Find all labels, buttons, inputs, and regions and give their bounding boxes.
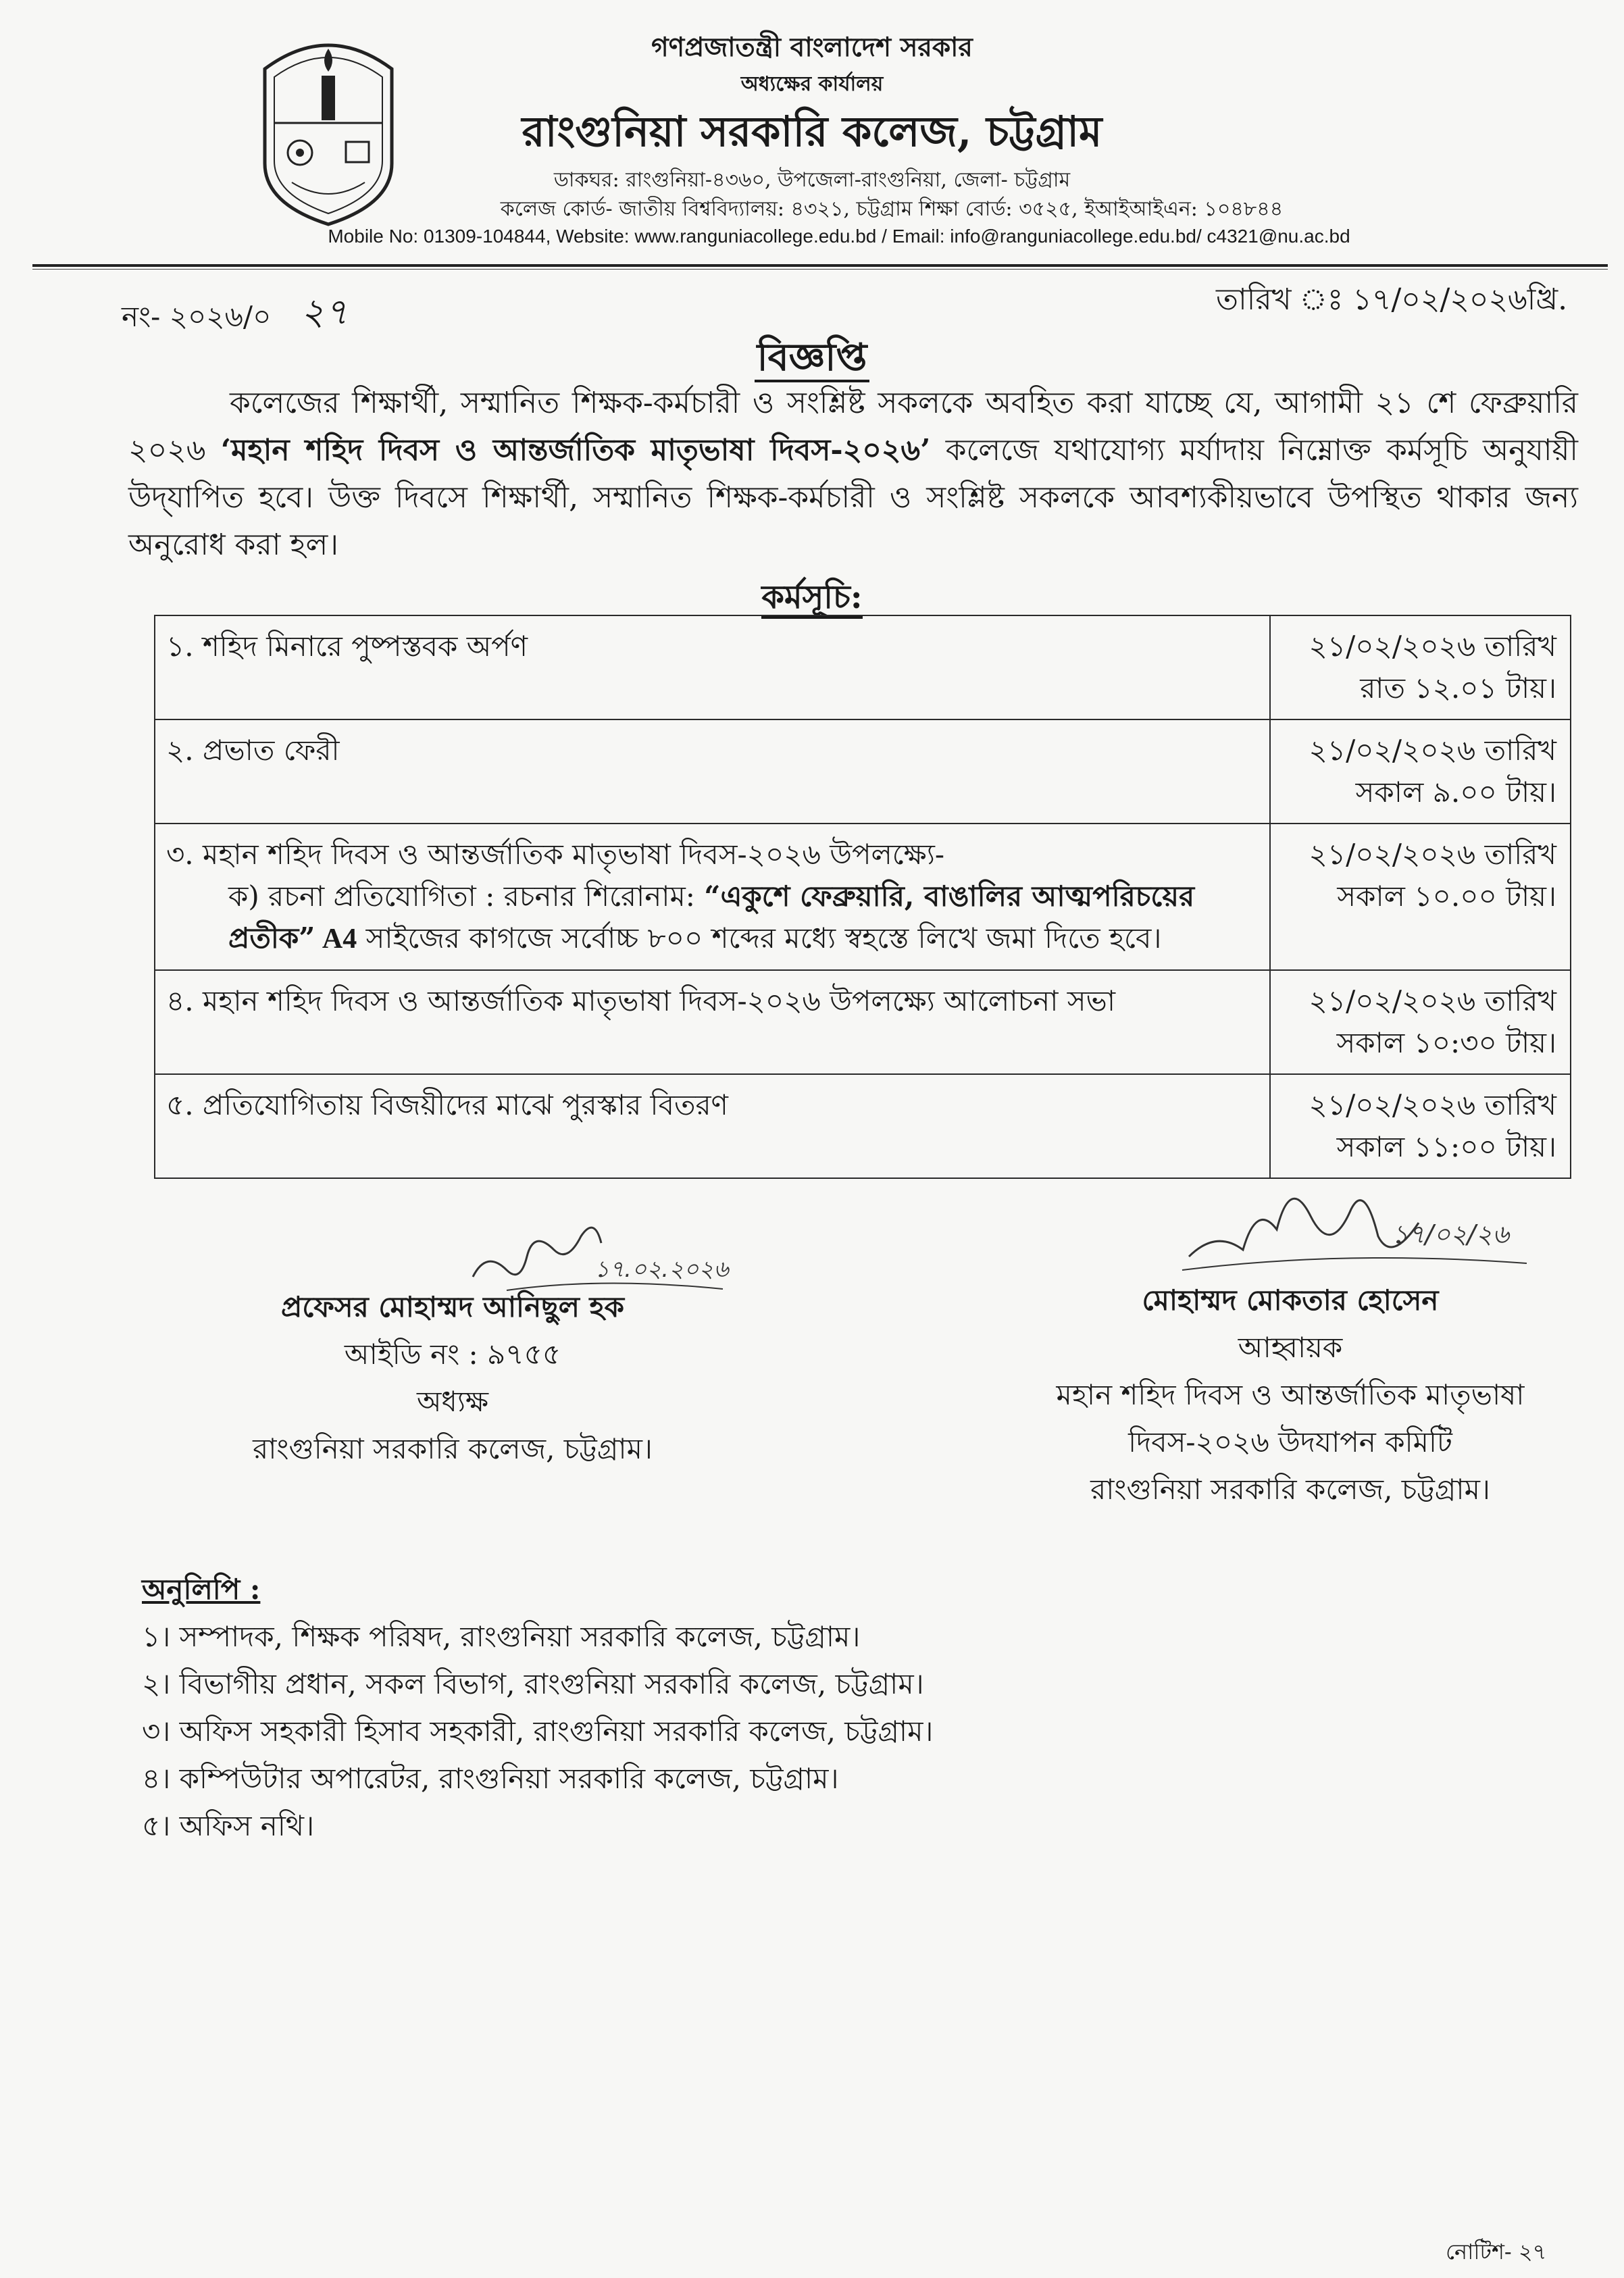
memo-ref-label: নং- ২০২৬/০	[122, 300, 272, 333]
header-divider	[32, 264, 1608, 267]
convener-name: মোহাম্মদ মোকতার হোসেন	[1142, 1284, 1439, 1317]
convener-signature-date: ১৭/০২/২৬	[1392, 1219, 1509, 1249]
principal-block	[162, 1284, 743, 1473]
notice-body	[128, 380, 1578, 569]
notice-body-part2: কলেজে যথাযোগ্য মর্যাদায় নিম্নোক্ত কর্মসূচি অনুযায়ী উদ্‌যাপিত হবে। উক্ত দিবসে শিক্ষার্থী, সম্মানিত শিক্ষক-কর্মচারী ও সংশ্লিষ্ট সকলকে আবশ্যকীয়ভাবে উপস্থিত থাকার জন্য অনুরোধ করা হল।	[128, 433, 1579, 562]
convener-signature-icon	[1175, 1162, 1554, 1284]
convener-block	[1027, 1277, 1554, 1513]
office-heading: অধ্যক্ষের কার্যালয়	[740, 72, 884, 96]
program-date: ২১/০২/২০২৬ তারিখ	[1309, 1088, 1556, 1121]
program-item: ৪. মহান শহিদ দিবস ও আন্তর্জাতিক মাতৃভাষা দিবস-২০২৬ উপলক্ষ্যে আলোচনা সভা	[155, 970, 1270, 1074]
college-contact: Mobile No: 01309-104844, Website: www.ranguniacollege.edu.bd / Email: info@ranguniacollege.edu.bd/ c4321@nu.ac.bd	[328, 226, 1350, 247]
notice-body-part1: কলেজের শিক্ষার্থী, সম্মানিত শিক্ষক-কর্মচারী ও সংশ্লিষ্ট সকলকে অবহিত করা যাচ্ছে যে, আগামী ২১ শে ফেব্রুয়ারি ২০২৬	[128, 386, 1578, 467]
program-schedule	[1270, 824, 1571, 970]
copies-item: ৩। অফিস সহকারী হিসাব সহকারী, রাংগুনিয়া সরকারি কলেজ, চট্টগ্রাম।	[142, 1715, 934, 1748]
program-date: ২১/০২/২০২৬ তারিখ	[1309, 734, 1556, 767]
program-schedule	[1270, 970, 1571, 1074]
program-schedule	[1270, 719, 1571, 824]
copies-item: ৫। অফিস নথি।	[142, 1809, 315, 1842]
program-schedule	[1270, 615, 1571, 719]
program-item: ২. প্রভাত ফেরী	[155, 719, 1270, 824]
memo-date: তারিখ ঃ ১৭/০২/২০২৬খ্রি.	[1216, 282, 1568, 317]
essay-title: “একুশে ফেব্রুয়ারি, বাঙালির আত্মপরিচয়ের প্রতীক”	[228, 880, 1195, 955]
program-date: ২১/০২/২০২৬ তারিখ	[1309, 838, 1556, 871]
notice-body-occasion: ‘মহান শহিদ দিবস ও আন্তর্জাতিক মাতৃভাষা দিবস-২০২৬’	[220, 433, 931, 467]
essay-instructions: সাইজের কাগজে সর্বোচ্চ ৮০০ শব্দের মধ্যে স্বহস্তে লিখে জমা দিতে হবে।	[357, 921, 1162, 955]
program-item-with-sub	[155, 824, 1270, 970]
essay-prefix: ক) রচনা প্রতিযোগিতা : রচনার শিরোনাম:	[228, 880, 705, 913]
college-address: ডাকঘর: রাংগুনিয়া-৪৩৬০, উপজেলা-রাংগুনিয়া, জেলা- চট্টগ্রাম	[553, 168, 1071, 192]
principal-designation: অধ্যক্ষ	[416, 1385, 489, 1418]
notice-number-footer: নোটিশ- ২৭	[1446, 2239, 1547, 2264]
committee-line-2: দিবস-২০২৬ উদযাপন কমিটি	[1128, 1425, 1452, 1459]
program-row	[155, 615, 1571, 719]
government-heading: গণপ্রজাতন্ত্রী বাংলাদেশ সরকার	[651, 32, 973, 63]
program-time: সকাল ১১:০০ টায়।	[1336, 1130, 1556, 1163]
program-row	[155, 719, 1571, 824]
program-row	[155, 970, 1571, 1074]
convener-institution: রাংগুনিয়া সরকারি কলেজ, চট্টগ্রাম।	[1090, 1473, 1490, 1506]
committee-line-1: মহান শহিদ দিবস ও আন্তর্জাতিক মাতৃভাষা	[1056, 1378, 1525, 1411]
program-title-text: কর্মসূচি:	[761, 578, 862, 619]
program-item: ৩. মহান শহিদ দিবস ও আন্তর্জাতিক মাতৃভাষা দিবস-২০২৬ উপলক্ষ্যে-	[166, 838, 945, 871]
program-time: সকাল ১০.০০ টায়।	[1337, 880, 1556, 913]
copies-item: ১। সম্পাদক, শিক্ষক পরিষদ, রাংগুনিয়া সরকারি কলেজ, চট্টগ্রাম।	[142, 1620, 861, 1653]
college-codes: কলেজ কোর্ড- জাতীয় বিশ্ববিদ্যালয়: ৪৩২১, চট্টগ্রাম শিক্ষা বোর্ড: ৩৫২৫, ইআইআইএন: ১০৪৮৪৪	[500, 197, 1284, 221]
program-time: সকাল ৯.০০ টায়।	[1355, 776, 1556, 809]
convener-role: আহ্বায়ক	[1238, 1331, 1343, 1364]
college-name: রাংগুনিয়া সরকারি কলেজ, চট্টগ্রাম	[522, 107, 1102, 156]
paper-size: A4	[315, 923, 357, 955]
program-subitem	[166, 876, 1259, 960]
copies-title: অনুলিপি :	[142, 1573, 261, 1606]
program-table	[154, 615, 1571, 1179]
program-date: ২১/০২/২০২৬ তারিখ	[1309, 630, 1556, 663]
principal-institution: রাংগুনিয়া সরকারি কলেজ, চট্টগ্রাম।	[253, 1432, 653, 1465]
program-row	[155, 824, 1571, 970]
memo-ref-number-handwritten: ২৭	[301, 290, 349, 333]
copies-item: ৪। কম্পিউটার অপারেটর, রাংগুনিয়া সরকারি কলেজ, চট্টগ্রাম।	[142, 1762, 839, 1795]
program-item: ১. শহিদ মিনারে পুষ্পস্তবক অর্পণ	[155, 615, 1270, 719]
header-divider-thin	[32, 269, 1608, 270]
notice-title-text: বিজ্ঞপ্তি	[755, 335, 870, 382]
program-date: ২১/০২/২০২৬ তারিখ	[1309, 984, 1556, 1017]
principal-name: প্রফেসর মোহাম্মদ আনিছুল হক	[281, 1290, 624, 1323]
principal-id: আইডি নং : ৯৭৫৫	[344, 1338, 561, 1371]
program-item: ৫. প্রতিযোগিতায় বিজয়ীদের মাঝে পুরস্কার বিতরণ	[155, 1074, 1270, 1178]
program-time: সকাল ১০:৩০ টায়।	[1336, 1026, 1556, 1059]
copies-item: ২। বিভাগীয় প্রধান, সকল বিভাগ, রাংগুনিয়া সরকারি কলেজ, চট্টগ্রাম।	[142, 1667, 924, 1700]
program-time: রাত ১২.০১ টায়।	[1360, 672, 1556, 705]
principal-signature-date: ১৭.০২.২০২৬	[594, 1256, 729, 1283]
copies-section	[142, 1566, 1223, 1850]
